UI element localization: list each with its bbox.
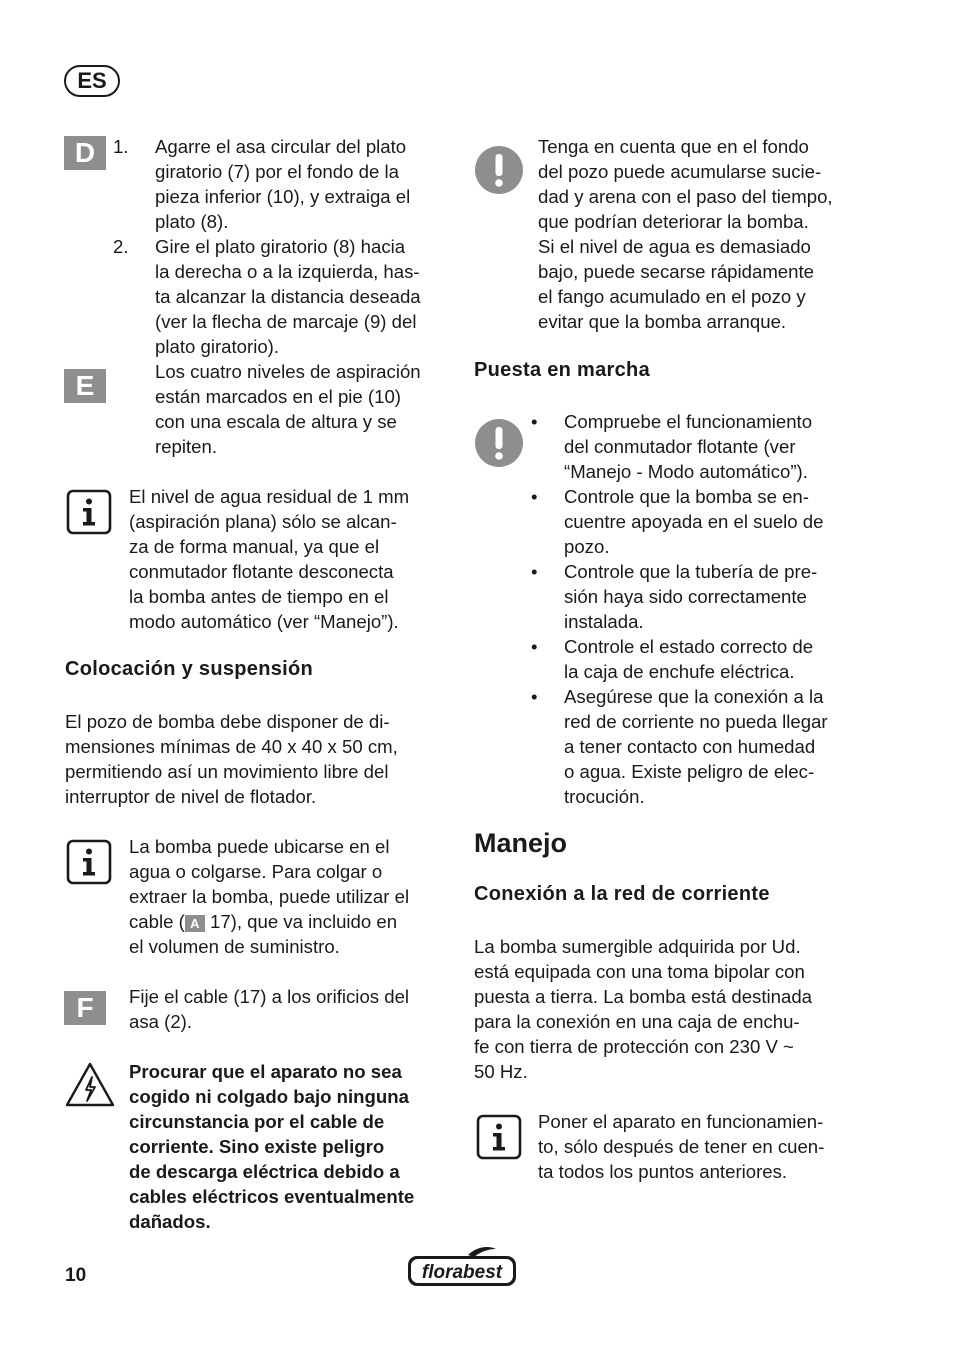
list-item [531, 484, 864, 559]
text-line: cuentre apoyada en el suelo de [564, 511, 824, 532]
text-line [129, 909, 449, 934]
step-number: 2. [113, 236, 129, 257]
info-note-3 [538, 1109, 868, 1184]
info-icon [66, 489, 112, 535]
text-line: mensiones mínimas de 40 x 40 x 50 cm, [65, 736, 398, 757]
text-line: extraer la bomba, puede utilizar el [129, 886, 410, 907]
colocacion-paragraph [65, 709, 445, 809]
text-line: to, sólo después de tener en cuen- [538, 1136, 825, 1157]
step-line: ta alcanzar la distancia deseada [155, 286, 421, 307]
step-line: plato giratorio). [155, 336, 280, 357]
text-line: permitiendo así un movimiento libre del [65, 761, 389, 782]
bullet: • [531, 486, 538, 507]
section-e-text [155, 359, 455, 459]
text-line: Procurar que el aparato no sea [129, 1061, 402, 1082]
text-line: instalada. [564, 611, 644, 632]
text-line: (aspiración plana) sólo se alcan- [129, 511, 397, 532]
text-line: cables eléctricos eventualmente [129, 1186, 415, 1207]
bullet: • [531, 561, 538, 582]
step-item [113, 134, 455, 234]
text-line: evitar que la bomba arranque. [538, 311, 787, 332]
text-line: corriente. Sino existe peligro [129, 1136, 385, 1157]
step-number: 1. [113, 136, 129, 157]
text-line: conmutador flotante desconecta [129, 561, 394, 582]
text-line: El pozo de bomba debe disponer de di- [65, 711, 390, 732]
text-line: el volumen de suministro. [129, 936, 340, 957]
conexion-paragraph [474, 934, 864, 1084]
text-line: Los cuatro niveles de aspiración [155, 361, 421, 382]
text-line: Tenga en cuenta que en el fondo [538, 136, 809, 157]
steps-list [113, 134, 455, 359]
text-line: de descarga eléctrica debido a [129, 1161, 400, 1182]
florabest-logo [406, 1246, 518, 1288]
text-line: sión haya sido correctamente [564, 586, 807, 607]
electric-warning-icon [64, 1060, 116, 1108]
list-item [531, 684, 864, 809]
text-line: za de forma manual, ya que el [129, 536, 380, 557]
text-line: agua o colgarse. Para colgar o [129, 861, 383, 882]
text-line: para la conexión en una caja de enchu- [474, 1011, 800, 1032]
list-item [531, 634, 864, 684]
text-line: bajo, puede secarse rápidamente [538, 261, 814, 282]
text-line: puesta a tierra. La bomba está destinada [474, 986, 813, 1007]
text-line: están marcados en el pie (10) [155, 386, 401, 407]
bullet: • [531, 686, 538, 707]
text-line: La bomba puede ubicarse en el [129, 836, 390, 857]
text-line: del pozo puede acumularse sucie- [538, 161, 822, 182]
section-heading-puesta-en-marcha: Puesta en marcha [474, 359, 650, 381]
figure-ref-badge-a: A [185, 915, 205, 932]
text-line: trocución. [564, 786, 645, 807]
text-line: pozo. [564, 536, 610, 557]
text-line: está equipada con una toma bipolar con [474, 961, 805, 982]
text-line: modo automático (ver “Manejo”). [129, 611, 399, 632]
text-line: Controle que la bomba se en- [564, 486, 809, 507]
text-line: Poner el aparato en funcionamien- [538, 1111, 824, 1132]
text-line: el fango acumulado en el pozo y [538, 286, 806, 307]
section-marker-d: D [64, 136, 106, 170]
text-line: la caja de enchufe eléctrica. [564, 661, 795, 682]
text-line: red de corriente no pueda llegar [564, 711, 828, 732]
list-item [531, 559, 864, 634]
text-fragment: 17), que va incluido en [204, 911, 398, 932]
text-line: Asegúrese que la conexión a la [564, 686, 824, 707]
exclamation-icon [474, 418, 524, 468]
text-line: interruptor de nivel de flotador. [65, 786, 317, 807]
text-line: cogido ni colgado bajo ninguna [129, 1086, 409, 1107]
step-line: la derecha o a la izquierda, has- [155, 261, 420, 282]
text-line: Controle que la tubería de pre- [564, 561, 818, 582]
section-heading-conexion: Conexión a la red de corriente [474, 883, 770, 905]
step-line: Gire el plato giratorio (8) hacia [155, 236, 406, 257]
text-line: dañados. [129, 1211, 211, 1232]
text-line: que podrían deteriorar la bomba. [538, 211, 809, 232]
info-icon [476, 1114, 522, 1160]
text-line: Si el nivel de agua es demasiado [538, 236, 811, 257]
section-marker-f: F [64, 991, 106, 1025]
bullet: • [531, 636, 538, 657]
text-line: circunstancia por el cable de [129, 1111, 385, 1132]
text-line: repiten. [155, 436, 218, 457]
list-item [531, 409, 864, 484]
exclamation-icon [474, 145, 524, 195]
text-line: o agua. Existe peligro de elec- [564, 761, 815, 782]
text-line: Compruebe el funcionamiento [564, 411, 813, 432]
step-line: (ver la flecha de marcaje (9) del [155, 311, 417, 332]
text-line: la bomba antes de tiempo en el [129, 586, 389, 607]
text-line: asa (2). [129, 1011, 193, 1032]
step-line: pieza inferior (10), y extraiga el [155, 186, 411, 207]
warning-text [129, 1059, 459, 1234]
page-number: 10 [65, 1265, 87, 1286]
text-line: 50 Hz. [474, 1061, 528, 1082]
text-line: El nivel de agua residual de 1 mm [129, 486, 410, 507]
sediment-note [538, 134, 868, 334]
checklist [531, 409, 864, 809]
language-badge: ES [64, 65, 120, 97]
text-line: dad y arena con el paso del tiempo, [538, 186, 833, 207]
text-fragment: cable ( [129, 911, 185, 932]
text-line: a tener contacto con humedad [564, 736, 816, 757]
step-line: giratorio (7) por el fondo de la [155, 161, 399, 182]
bullet: • [531, 411, 538, 432]
text-line: ta todos los puntos anteriores. [538, 1161, 788, 1182]
step-item [113, 234, 455, 359]
info-note-2 [129, 834, 449, 959]
text-line: Fije el cable (17) a los orificios del [129, 986, 410, 1007]
text-line: Controle el estado correcto de [564, 636, 814, 657]
text-line: La bomba sumergible adquirida por Ud. [474, 936, 801, 957]
step-line: Agarre el asa circular del plato [155, 136, 407, 157]
logo-text: florabest [421, 1262, 503, 1283]
section-f-text [129, 984, 449, 1034]
section-marker-e: E [64, 369, 106, 403]
text-line: fe con tierra de protección con 230 V ~ [474, 1036, 794, 1057]
section-heading-colocacion: Colocación y suspensión [65, 658, 314, 680]
text-line: “Manejo - Modo automático”). [564, 461, 808, 482]
step-line: plato (8). [155, 211, 229, 232]
chapter-heading-manejo: Manejo [474, 828, 568, 858]
info-icon [66, 839, 112, 885]
text-line: del conmutador flotante (ver [564, 436, 796, 457]
text-line: con una escala de altura y se [155, 411, 397, 432]
info-note-1 [129, 484, 449, 634]
